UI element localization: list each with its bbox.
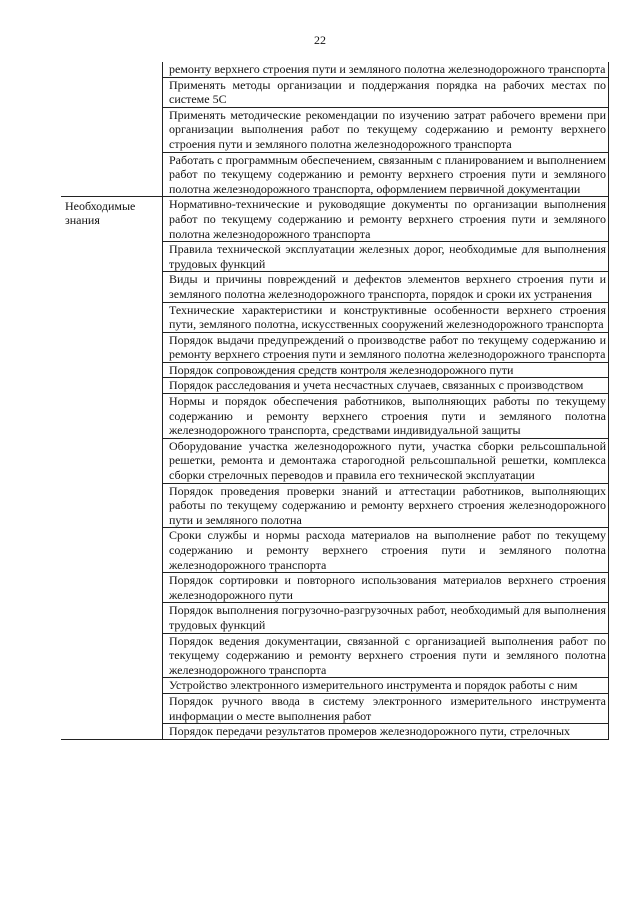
- table-row: Нормативно-технические и руководящие документы по организации выполнения работ по текущему содержанию и ремонту верхнего строения пути и земляного полотна железнодорожного транспорта: [169, 197, 606, 241]
- table-row: Виды и причины повреждений и дефектов элементов верхнего строения пути и земляного полотна железнодорожного транспорта, порядок и сроки их устранения: [163, 271, 608, 301]
- table-row: Устройство электронного измерительного инструмента и порядок работы с ним: [163, 677, 608, 693]
- section-label: [61, 62, 162, 196]
- table-row: ремонту верхнего строения пути и земляного полотна железнодорожного транспорта: [169, 62, 606, 76]
- table-row: Порядок выполнения погрузочно-разгрузочных работ, необходимый для выполнения трудовых функций: [163, 602, 608, 632]
- table-row: Работать с программным обеспечением, связанным с планированием и выполнением работ по текущему содержанию и ремонту верхнего строения пути и земляного полотна железнодорожного транспорта, оформлением первичной документации: [163, 152, 608, 197]
- section-content: [162, 197, 609, 738]
- page-number: 22: [314, 33, 326, 47]
- table-row: Оборудование участка железнодорожного пути, участка сборки рельсошпальной решетки, ремонта и демонтажа старогодной рельсошпальной решетки, комплекса сборки стрелочных переводов и правила его технической эксплуатации: [163, 438, 608, 483]
- table-row: Нормы и порядок обеспечения работников, выполняющих работы по текущему содержанию и ремонту верхнего строения пути и земляного полотна железнодорожного транспорта, средствами индивидуальной защиты: [163, 393, 608, 438]
- table-row: Правила технической эксплуатации железных дорог, необходимые для выполнения трудовых функций: [163, 241, 608, 271]
- table-row: Порядок ручного ввода в систему электронного измерительного инструмента информации о месте выполнения работ: [163, 693, 608, 723]
- table-row: Порядок передачи результатов промеров железнодорожного пути, стрелочных: [163, 723, 608, 739]
- table-row: Порядок сортировки и повторного использования материалов верхнего строения железнодорожного пути: [163, 572, 608, 602]
- knowledge-section: [61, 196, 609, 738]
- section-content: [162, 62, 609, 196]
- table-row: Технические характеристики и конструктивные особенности верхнего строения пути, земляного полотна, искусственных сооружений железнодорожного транспорта: [163, 302, 608, 332]
- table-row: Порядок выдачи предупреждений о производстве работ по текущему содержанию и ремонту верхнего строения пути и земляного полотна железнодорожного транспорта: [163, 332, 608, 362]
- section-label: Необходимые знания: [65, 199, 136, 228]
- table-row: Применять методические рекомендации по изучению затрат рабочего времени при организации выполнения работ по текущему содержанию и ремонту верхнего строения пути и земляного полотна железнодорожного транспорта: [163, 107, 608, 152]
- table-row: Порядок сопровождения средств контроля железнодорожного пути: [163, 362, 608, 378]
- table-row: Порядок ведения документации, связанной с организацией выполнения работ по текущему содержанию и ремонту верхнего строения пути и земляного полотна железнодорожного транспорта: [163, 633, 608, 678]
- table-row: Порядок расследования и учета несчастных случаев, связанных с производством: [163, 377, 608, 393]
- requirements-table: [61, 62, 609, 740]
- table-row: Применять методы организации и поддержания порядка на рабочих местах по системе 5С: [163, 77, 608, 107]
- table-row: Сроки службы и нормы расхода материалов на выполнение работ по текущему содержанию и ремонту верхнего строения пути и земляного полотна железнодорожного транспорта: [163, 527, 608, 572]
- table-row: Порядок проведения проверки знаний и аттестации работников, выполняющих работы по текущему содержанию и ремонту верхнего строения железнодорожного пути и земляного полотна: [163, 483, 608, 528]
- skills-section: [61, 62, 609, 196]
